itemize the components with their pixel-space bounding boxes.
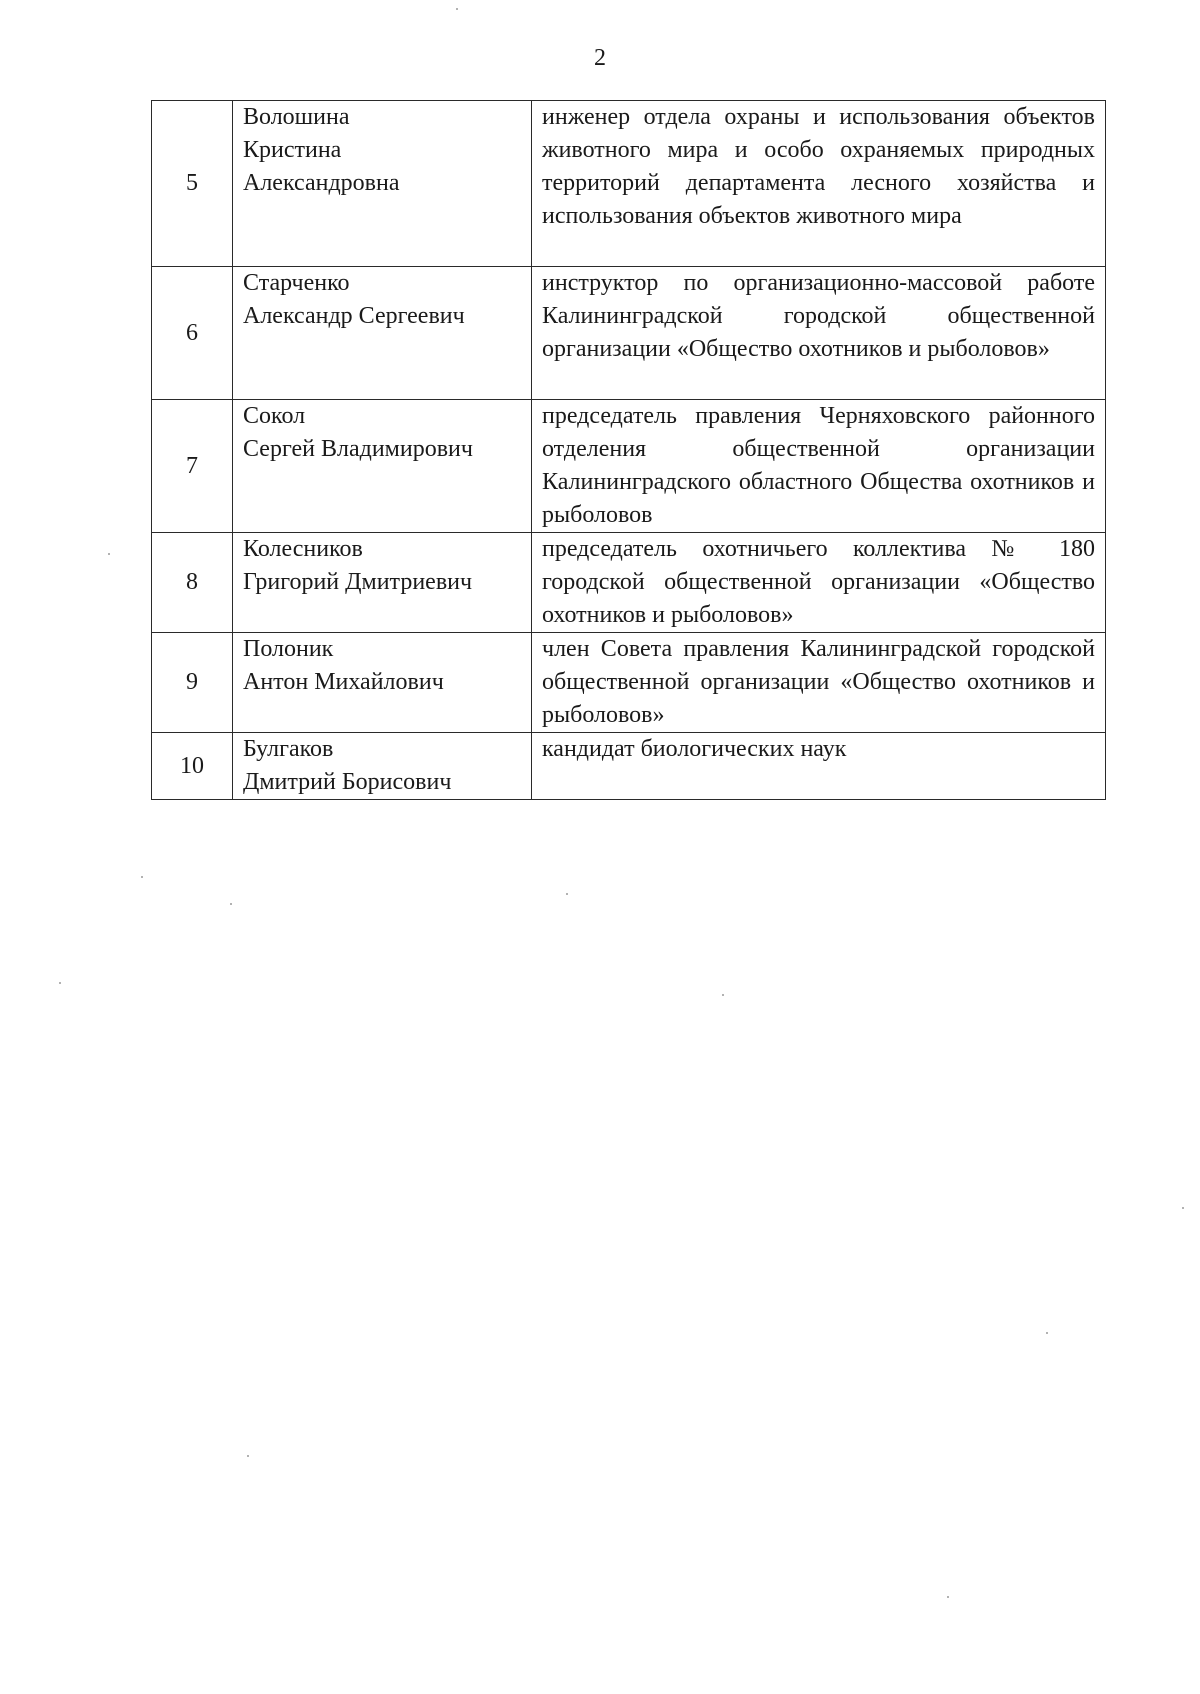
member-position	[532, 400, 1106, 533]
scan-speck	[59, 982, 61, 984]
scan-speck	[141, 876, 143, 878]
scan-speck	[947, 1596, 949, 1598]
member-name	[233, 733, 532, 800]
row-number: 5	[152, 101, 233, 267]
name-line: Григорий Дмитриевич	[243, 569, 473, 595]
name-line: Дмитрий Борисович	[243, 769, 452, 795]
member-name	[233, 533, 532, 633]
scan-speck	[722, 994, 724, 996]
name-line: Александр Сергеевич	[243, 303, 465, 329]
scan-speck	[1182, 1207, 1184, 1209]
member-name	[233, 633, 532, 733]
position-text: инструктор по организационно-массовой работе Калининградской городской общественной организации «Общество охотников и рыболовов»	[542, 270, 1095, 362]
table-row	[152, 533, 1106, 633]
table-row	[152, 633, 1106, 733]
name-line: Колесников	[243, 536, 363, 562]
position-text: член Совета правления Калининградской городской общественной организации «Общество охотников и рыболовов»	[542, 636, 1095, 728]
members-table	[151, 100, 1106, 800]
name-line: Сокол	[243, 403, 306, 429]
position-text: кандидат биологических наук	[542, 736, 847, 762]
scan-speck	[1046, 1332, 1048, 1334]
name-line: Полоник	[243, 636, 334, 662]
scan-speck	[230, 903, 232, 905]
name-line: Кристина	[243, 137, 342, 163]
member-position	[532, 533, 1106, 633]
member-position	[532, 101, 1106, 267]
name-line: Сергей Владимирович	[243, 436, 473, 462]
position-text: инженер отдела охраны и использования объектов животного мира и особо охраняемых природных территорий департамента лесного хозяйства и использования объектов животного мира	[542, 104, 1095, 229]
table-row	[152, 733, 1106, 800]
name-line: Старченко	[243, 270, 350, 296]
name-line: Булгаков	[243, 736, 334, 762]
name-line: Волошина	[243, 104, 350, 130]
row-number: 9	[152, 633, 233, 733]
position-text: председатель правления Черняховского районного отделения общественной организации Калининградского областного Общества охотников и рыболовов	[542, 403, 1095, 528]
table-row	[152, 267, 1106, 400]
scan-speck	[247, 1455, 249, 1457]
row-number: 8	[152, 533, 233, 633]
scan-speck	[456, 8, 458, 10]
member-name	[233, 101, 532, 267]
name-line: Александровна	[243, 170, 400, 196]
member-position	[532, 267, 1106, 400]
page-number: 2	[594, 45, 606, 71]
member-name	[233, 267, 532, 400]
row-number: 6	[152, 267, 233, 400]
member-position	[532, 633, 1106, 733]
scan-speck	[108, 553, 110, 555]
row-number: 7	[152, 400, 233, 533]
member-name	[233, 400, 532, 533]
name-line: Антон Михайлович	[243, 669, 444, 695]
table-row	[152, 101, 1106, 267]
scan-speck	[566, 893, 568, 895]
member-position	[532, 733, 1106, 800]
table-row	[152, 400, 1106, 533]
position-text: председатель охотничьего коллектива № 180 городской общественной организации «Общество охотников и рыболовов»	[542, 536, 1095, 628]
row-number: 10	[152, 733, 233, 800]
